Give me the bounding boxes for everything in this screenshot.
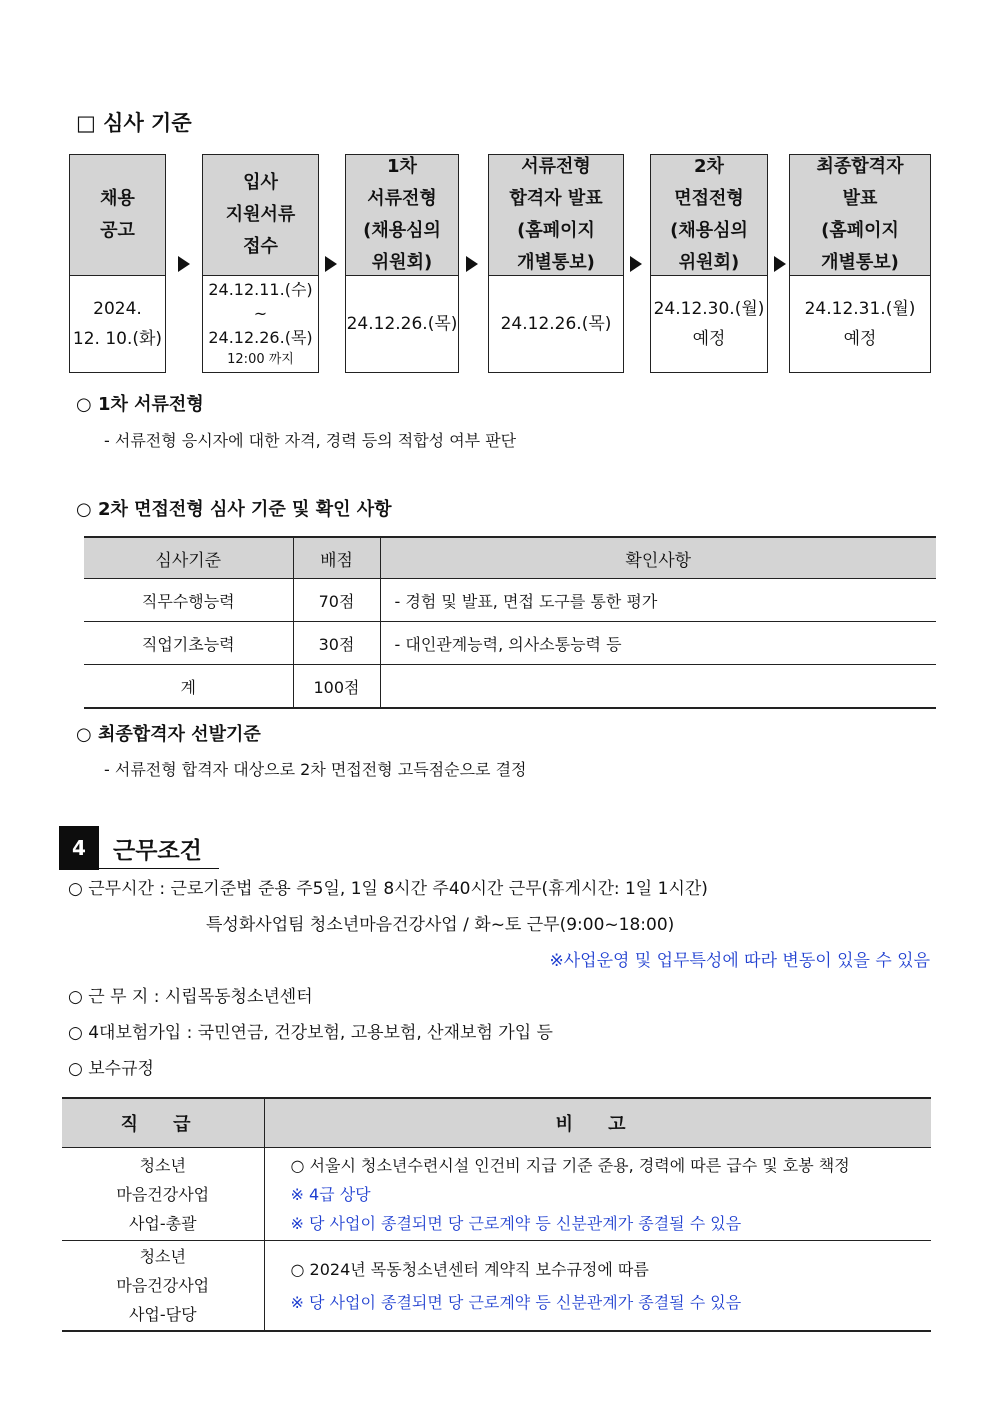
first-stage-heading: ○ 1차 서류전형 — [76, 394, 204, 415]
work-hours: ○ 근무시간 : 근로기준법 준용 주5일, 1일 8시간 주40시간 근무(휴게시간: 1일 1시간) — [68, 879, 708, 899]
section-title-work: 근무조건 — [113, 838, 202, 864]
arrow-icon — [178, 256, 190, 272]
arrow-icon — [774, 256, 786, 272]
work-hours-team: 특성화사업팀 청소년마음건강사업 / 화~토 근무(9:00~18:00) — [206, 915, 675, 935]
step-title: 최종합격자 발표 (홈페이지 개별통보) — [790, 155, 930, 276]
section-title-review: □ 심사 기준 — [76, 111, 192, 135]
section-underline — [99, 868, 219, 869]
final-stage-heading: ○ 최종합격자 선발기준 — [76, 724, 261, 745]
work-location: ○ 근 무 지 : 시립목동청소년센터 — [68, 987, 313, 1007]
step-date: 24.12.26.(목) — [500, 313, 612, 334]
pay-table — [62, 1097, 931, 1332]
step-title: 채용 공고 — [70, 155, 165, 276]
final-stage-detail: - 서류전형 합격자 대상으로 2차 면접전형 고득점순으로 결정 — [104, 760, 527, 779]
arrow-icon — [630, 256, 642, 272]
header-score: 배점 — [293, 537, 380, 579]
step-document-screening — [345, 154, 459, 373]
remark-note: ※ 4급 상당 — [290, 1184, 371, 1204]
step-title: 서류전형 합격자 발표 (홈페이지 개별통보) — [489, 155, 623, 276]
step-date-block — [203, 275, 318, 372]
header-check: 확인사항 — [380, 537, 936, 579]
first-stage-detail: - 서류전형 응시자에 대한 자격, 경력 등의 적합성 여부 판단 — [104, 431, 517, 450]
table-header-row — [84, 537, 936, 579]
remarks-cell — [264, 1148, 931, 1241]
step-document-result — [488, 154, 624, 373]
step-date: 24.12.31.(월) 예정 — [804, 298, 916, 349]
header-rank: 직 급 — [62, 1098, 264, 1148]
table-header-row — [62, 1098, 931, 1148]
score-cell: 100점 — [293, 665, 380, 709]
step-title: 1차 서류전형 (채용심의 위원회) — [346, 155, 458, 276]
check-cell — [380, 665, 936, 709]
pay-heading: ○ 보수규정 — [68, 1059, 154, 1079]
remark-note: ※ 당 사업이 종결되면 당 근로계약 등 신분관계가 종결될 수 있음 — [290, 1213, 742, 1233]
step-deadline: 12:00 까지 — [227, 351, 294, 367]
interview-criteria-table — [84, 536, 936, 709]
score-cell: 70점 — [293, 579, 380, 622]
second-stage-heading: ○ 2차 면접전형 심사 기준 및 확인 사항 — [76, 499, 392, 520]
arrow-icon — [325, 256, 337, 272]
table-row — [84, 579, 936, 622]
step-recruit-notice — [69, 154, 166, 373]
table-row — [62, 1148, 931, 1241]
step-date: 24.12.11.(수) ~ 24.12.26.(목) — [208, 279, 313, 347]
criteria-cell: 계 — [84, 665, 293, 709]
rank-cell: 청소년 마음건강사업 사업-담당 — [62, 1241, 264, 1332]
step-date: 24.12.30.(월) 예정 — [653, 298, 765, 349]
remarks-cell — [264, 1241, 931, 1332]
table-row-total — [84, 665, 936, 709]
section-number: 4 — [59, 826, 99, 870]
step-title: 입사 지원서류 접수 — [203, 155, 318, 276]
remark-line: ○ 2024년 목동청소년센터 계약직 보수규정에 따름 — [290, 1259, 649, 1279]
header-criteria: 심사기준 — [84, 537, 293, 579]
check-cell: - 대인관계능력, 의사소통능력 등 — [380, 622, 936, 665]
table-row — [84, 622, 936, 665]
step-interview — [650, 154, 768, 373]
remark-line: ○ 서울시 청소년수련시설 인건비 지급 기준 준용, 경력에 따른 급수 및 호봉 책정 — [290, 1155, 850, 1175]
step-application — [202, 154, 319, 373]
criteria-cell: 직무수행능력 — [84, 579, 293, 622]
work-insurance: ○ 4대보험가입 : 국민연금, 건강보험, 고용보험, 산재보험 가입 등 — [68, 1023, 553, 1043]
work-hours-note: ※사업운영 및 업무특성에 따라 변동이 있을 수 있음 — [549, 951, 930, 971]
header-remarks: 비 고 — [264, 1098, 931, 1148]
step-date: 24.12.26.(목) — [346, 313, 458, 334]
step-final-result — [789, 154, 931, 373]
remark-note: ※ 당 사업이 종결되면 당 근로계약 등 신분관계가 종결될 수 있음 — [290, 1292, 742, 1312]
step-title: 2차 면접전형 (채용심의 위원회) — [651, 155, 767, 276]
criteria-cell: 직업기초능력 — [84, 622, 293, 665]
check-cell: - 경험 및 발표, 면접 도구를 통한 평가 — [380, 579, 936, 622]
arrow-icon — [466, 256, 478, 272]
rank-cell: 청소년 마음건강사업 사업-총괄 — [62, 1148, 264, 1241]
table-row — [62, 1241, 931, 1332]
step-date: 2024. 12. 10.(화) — [72, 298, 163, 349]
score-cell: 30점 — [293, 622, 380, 665]
